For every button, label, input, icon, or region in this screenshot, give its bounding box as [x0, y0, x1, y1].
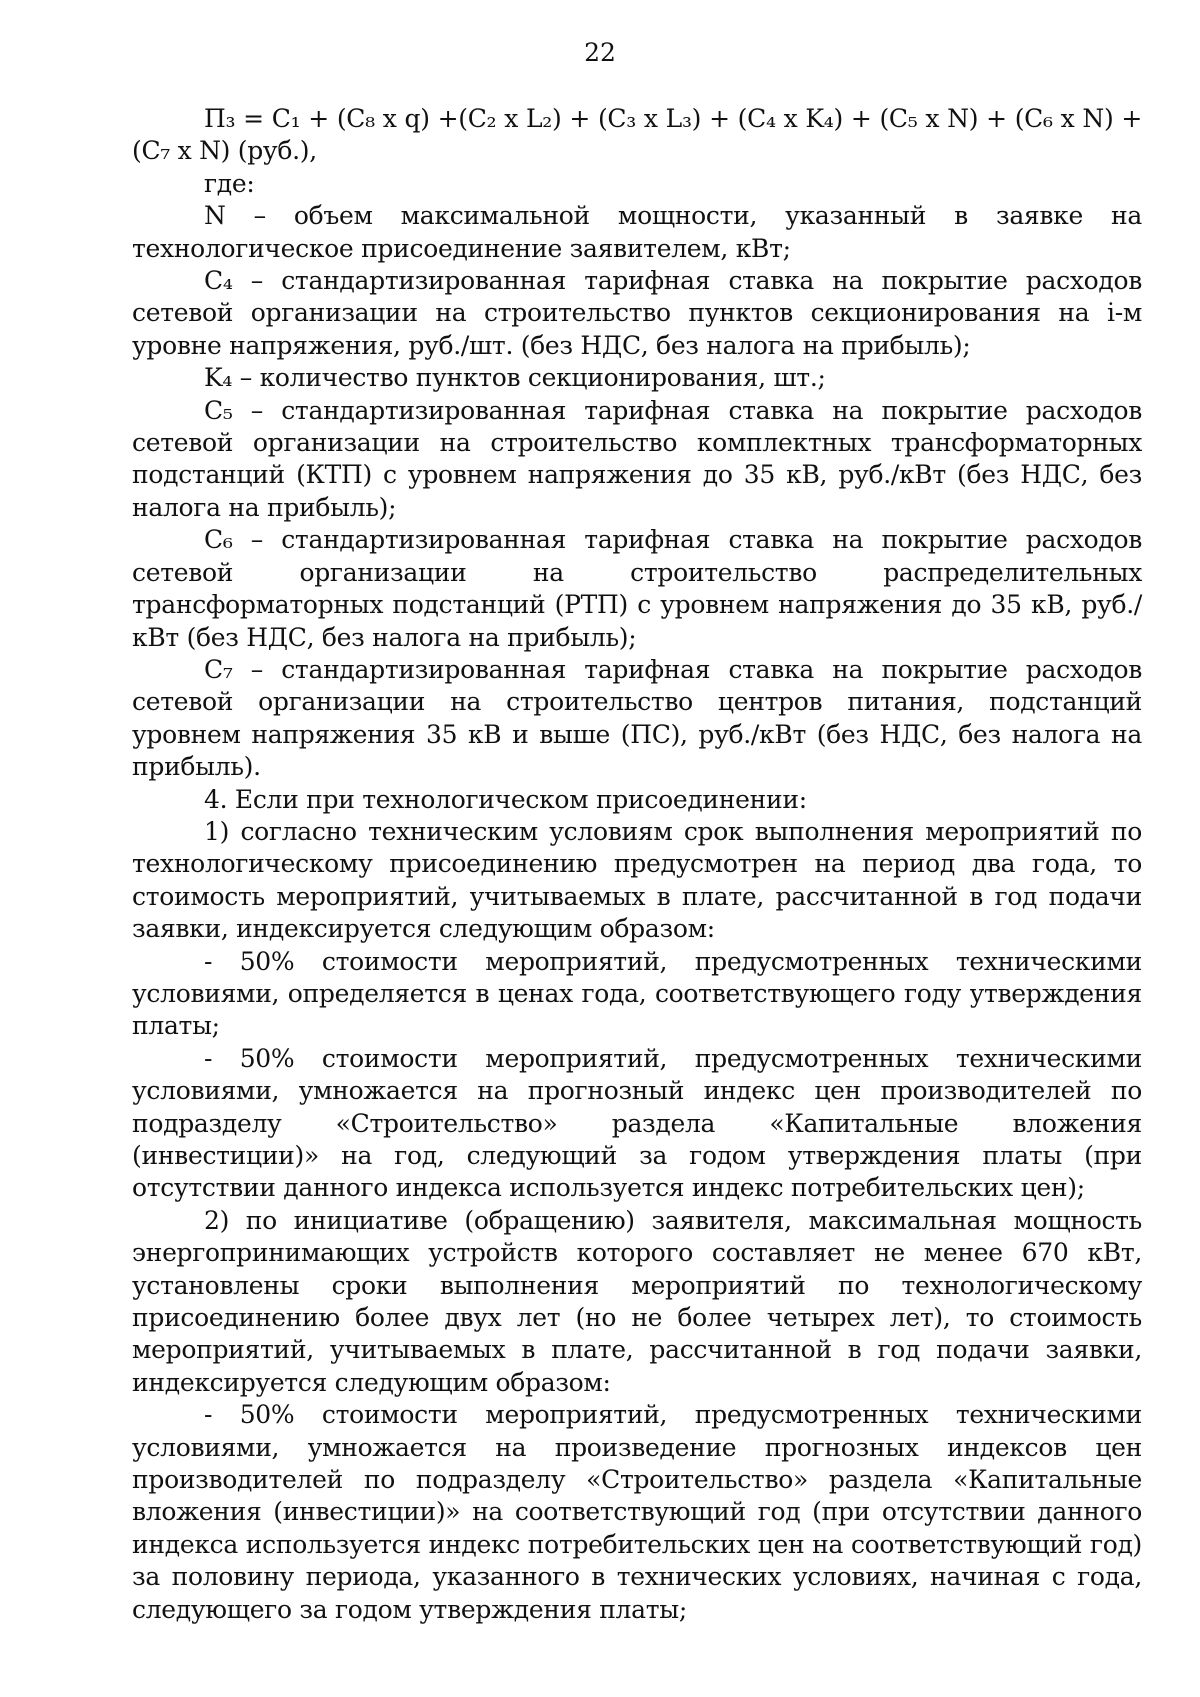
definition-c6: С₆ – стандартизированная тарифная ставка на покрытие расходов сетевой организации на строительство распределительных трансформаторных подстанций (РТП) с уровнем напряжения до 35 кВ, руб./кВт (без НДС, без налога на прибыль); [132, 525, 1142, 652]
definition-c4: С₄ – стандартизированная тарифная ставка на покрытие расходов сетевой организации на строительство пунктов секционирования на i-м уровне напряжения, руб./шт. (без НДС, без налога на прибыль); [132, 266, 1142, 360]
definition-c7: С₇ – стандартизированная тарифная ставка на покрытие расходов сетевой организации на строительство центров питания, подстанций уровнем напряжения 35 кВ и выше (ПС), руб./кВт (без НДС, без налога на прибыль). [132, 654, 1142, 782]
definition-k4: K₄ – количество пунктов секционирования, шт.; [204, 363, 826, 393]
clause-4-2: 2) по инициативе (обращению) заявителя, максимальная мощность энергопринимающих устройств которого составляет не менее 670 кВт, установлены сроки выполнения мероприятий по технологическому присоединению более двух лет (но не более четырех лет), то стоимость мероприятий, учитываемых в плате, рассчитанной в год подачи заявки, индексируется следующим образом: [132, 1205, 1142, 1397]
clause-4-1: 1) согласно техническим условиям срок выполнения мероприятий по технологическому присоединению предусмотрен на период два года, то стоимость мероприятий, учитываемых в плате, рассчитанной в год подачи заявки, индексируется следующим образом: [132, 816, 1142, 944]
clause-4-1-bullet-b: - 50% стоимости мероприятий, предусмотренных техническими условиями, умножается на прогнозный индекс цен производителей по подразделу «Строительство» раздела «Капитальные вложения (инвестиции)» на год, следующий за годом утверждения платы (при отсутствии данного индекса используется индекс потребительских цен); [132, 1043, 1142, 1203]
document-body [132, 103, 1142, 1626]
clause-4: 4. Если при технологическом присоединении: [204, 784, 807, 814]
clause-4-2-bullet-a: - 50% стоимости мероприятий, предусмотренных техническими условиями, умножается на произведение прогнозных индексов цен производителей по подразделу «Строительство» раздела «Капитальные вложения (инвестиции)» на соответствующий год (при отсутствии данного индекса используется индекс потребительских цен на соответствующий год) за половину периода, указанного в технических условиях, начиная с года, следующего за годом утверждения платы; [132, 1400, 1142, 1624]
clause-4-1-bullet-a: - 50% стоимости мероприятий, предусмотренных техническими условиями, определяется в ценах года, соответствующего году утверждения платы; [132, 946, 1142, 1041]
definition-c5: С₅ – стандартизированная тарифная ставка на покрытие расходов сетевой организации на строительство комплектных трансформаторных подстанций (КТП) с уровнем напряжения до 35 кВ, руб./кВт (без НДС, без налога на прибыль); [132, 395, 1142, 522]
page-number: 22 [584, 38, 616, 67]
definition-n: N – объем максимальной мощности, указанный в заявке на технологическое присоединение заявителем, кВт; [132, 201, 1142, 263]
paragraph-where: где: [204, 168, 255, 198]
formula-p3: П₃ = С₁ + (С₈ х q) +(С₂ х L₂) + (С₃ х L₃) + (С₄ х K₄) + (С₅ х N) + (С₆ х N) + (С₇ х N) (руб.), [132, 104, 1142, 166]
